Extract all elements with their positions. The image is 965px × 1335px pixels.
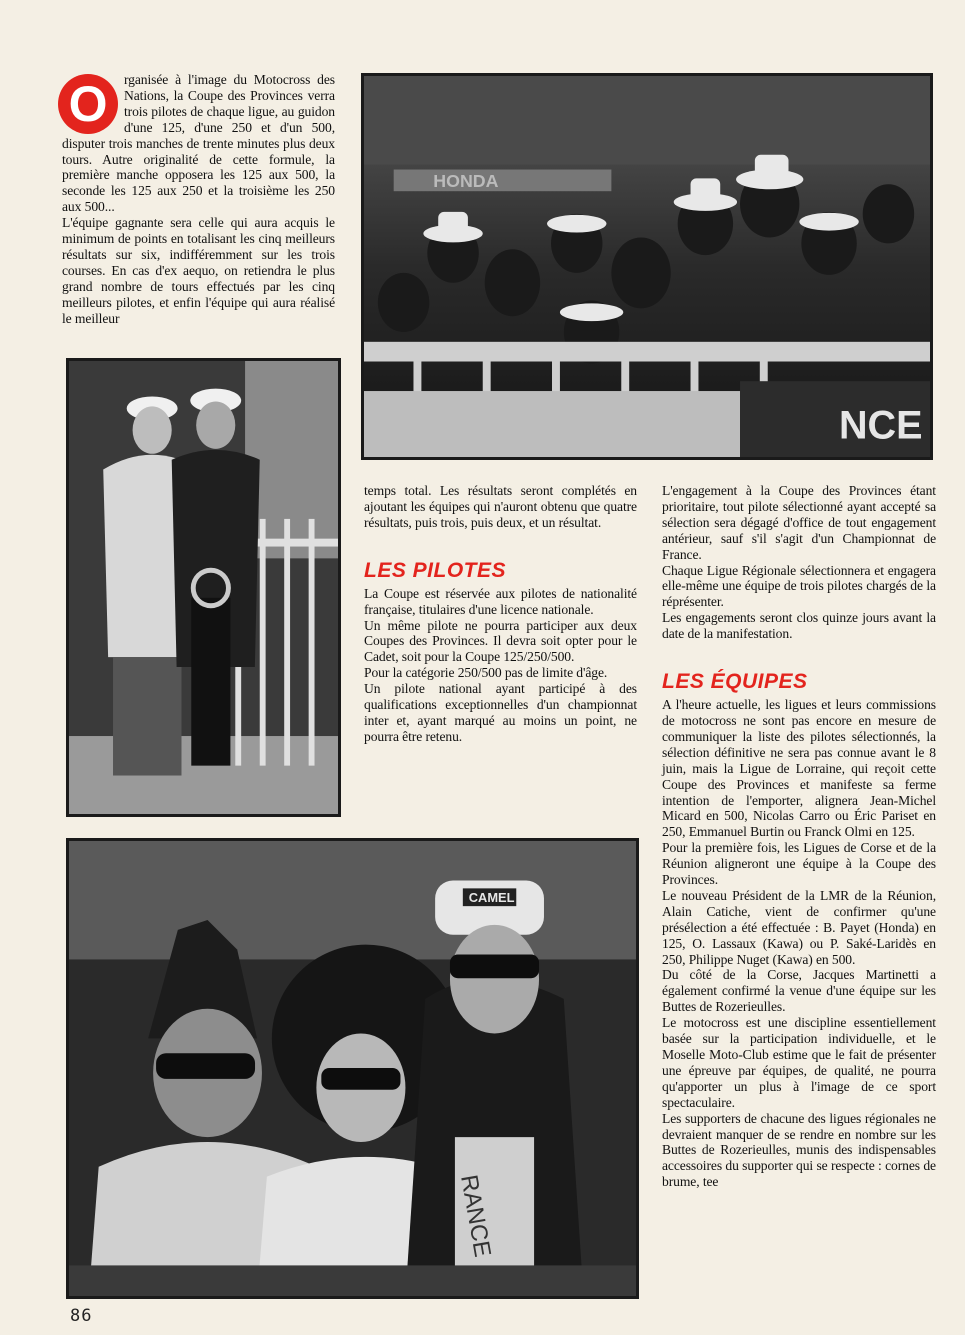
pilotes-paragraph-4: Un pilote national ayant participé à des qualifications exceptionnelles d'un championnat inter et, ayant marqué au moins un point, ne pourra être retenu. <box>364 681 637 744</box>
equipes-paragraph-4: Du côté de la Corse, Jacques Martinetti a également confirmé la venue d'une équipe sur les Buttes de Rozerieulles. <box>662 967 936 1015</box>
drop-cap: O <box>58 74 118 134</box>
intro-column <box>62 72 335 327</box>
crowd-banner-france: NCE <box>838 403 923 448</box>
engagement-paragraph-3: Les engagements seront clos quinze jours avant la date de la manifestation. <box>662 610 936 642</box>
page-number: 86 <box>70 1306 93 1326</box>
engagement-paragraph-2: Chaque Ligue Régionale sélectionnera et engagera elle-même une équipe de trois pilotes chargés de la réprésenter. <box>662 562 936 610</box>
equipes-paragraph-5: Le motocross est une discipline essentiellement basée sur la participation individuelle, et le Moselle Moto-Club estime que le fait de présenter une épreuve par équipes, de qualité, ne pourra qu'apporter un plus à l'image de ce sport spectaculaire. <box>662 1015 936 1110</box>
intro-paragraph-1 <box>62 72 335 215</box>
equipes-paragraph-1: A l'heure actuelle, les ligues et leurs commissions de motocross ne sont pas encore en mesure de communiquer la liste des pilotes sélectionnés, la sélection définitive ne sera pas connue avant le 8 juin, mais la Ligue de Lorraine, qui reçoit cette Coupe des Provinces et manifeste sa ferme intention de l'emporter, alignera Jean-Michel Micard en 500, Nicolas Carro ou Éric Pariset en 250, Emmanuel Burtin ou Franck Olmi en 125. <box>662 697 936 840</box>
fans-cap-camel: CAMEL <box>468 890 515 906</box>
intro-text-1: rganisée à l'image du Motocross des Nations, la Coupe des Provinces verra trois pilotes de chaque ligue, au guidon d'une 125, d'une 250 et d'un 500, disputer trois manches de trente minutes plus deux tours. Autre originalité de cette formule, la première manche opposera les 125 aux 500, la seconde les 125 aux 250 et la troisième les 250 aux 500... <box>62 72 335 215</box>
mechanics-photo-image <box>69 361 338 814</box>
equipes-paragraph-6: Les supporters de chacune des ligues régionales ne devraient manquer de se rendre en nombre sur les Buttes de Rozerieulles, munis des indispensables accessoires du supporter qui se respecte : cornes de brume, tee <box>662 1110 936 1190</box>
fans-photo <box>66 838 639 1299</box>
right-column <box>662 483 936 1190</box>
section-heading-pilotes: LES PILOTES <box>364 558 507 582</box>
pilotes-paragraph-1: La Coupe est réservée aux pilotes de nationalité française, titulaires d'une licence nationale. <box>364 585 637 617</box>
crowd-banner-honda: HONDA <box>433 171 499 192</box>
equipes-paragraph-3: Le nouveau Président de la LMR de la Réunion, Alain Catiche, vient de confirmer qu'une présélection a été effectuée : B. Payet (Honda) en 125, O. Lassaux (Kawa) ou P. Saké-Laridès en 250, Philippe Nuget (Kawa) en 500. <box>662 887 936 967</box>
equipes-paragraph-2: Pour la première fois, les Ligues de Corse et de la Réunion aligneront une équipe à la Coupe des Provinces. <box>662 840 936 888</box>
mechanics-photo <box>66 358 341 817</box>
pilotes-paragraph-2: Un même pilote ne pourra participer aux deux Coupes des Provinces. Il devra soit opter pour le Cadet, soit pour la Coupe 125/250/500. <box>364 617 637 665</box>
engagement-paragraph-1: L'engagement à la Coupe des Provinces étant prioritaire, tout pilote sélectionné ayant accepté sa sélection sera dégagé d'office de tout engagement antérieur, sauf s'il s'agit d'un Championnat de France. <box>662 483 936 562</box>
continuation-text: temps total. Les résultats seront complétés en ajoutant les équipes qui n'auront obtenu que quatre résultats, puis trois, puis deux, et un résultat. <box>364 483 637 530</box>
pilotes-paragraph-3: Pour la catégorie 250/500 pas de limite d'âge. <box>364 665 608 681</box>
section-heading-equipes: LES ÉQUIPES <box>662 670 808 694</box>
crowd-photo <box>361 73 933 460</box>
middle-column <box>364 483 637 745</box>
fans-shirt-text: RANCE <box>455 1172 496 1260</box>
crowd-photo-image <box>364 76 930 457</box>
intro-paragraph-2: L'équipe gagnante sera celle qui aura acquis le minimum de points en totalisant les cinq meilleurs résultats sur six, indifféremment sur les trois courses. En cas d'ex aequo, on retiendra le plus grand nombre de tours effectués par les cinq meilleurs pilotes, et enfin l'équipe qui aura réalisé le meilleur <box>62 215 335 326</box>
fans-photo-image <box>69 841 636 1296</box>
